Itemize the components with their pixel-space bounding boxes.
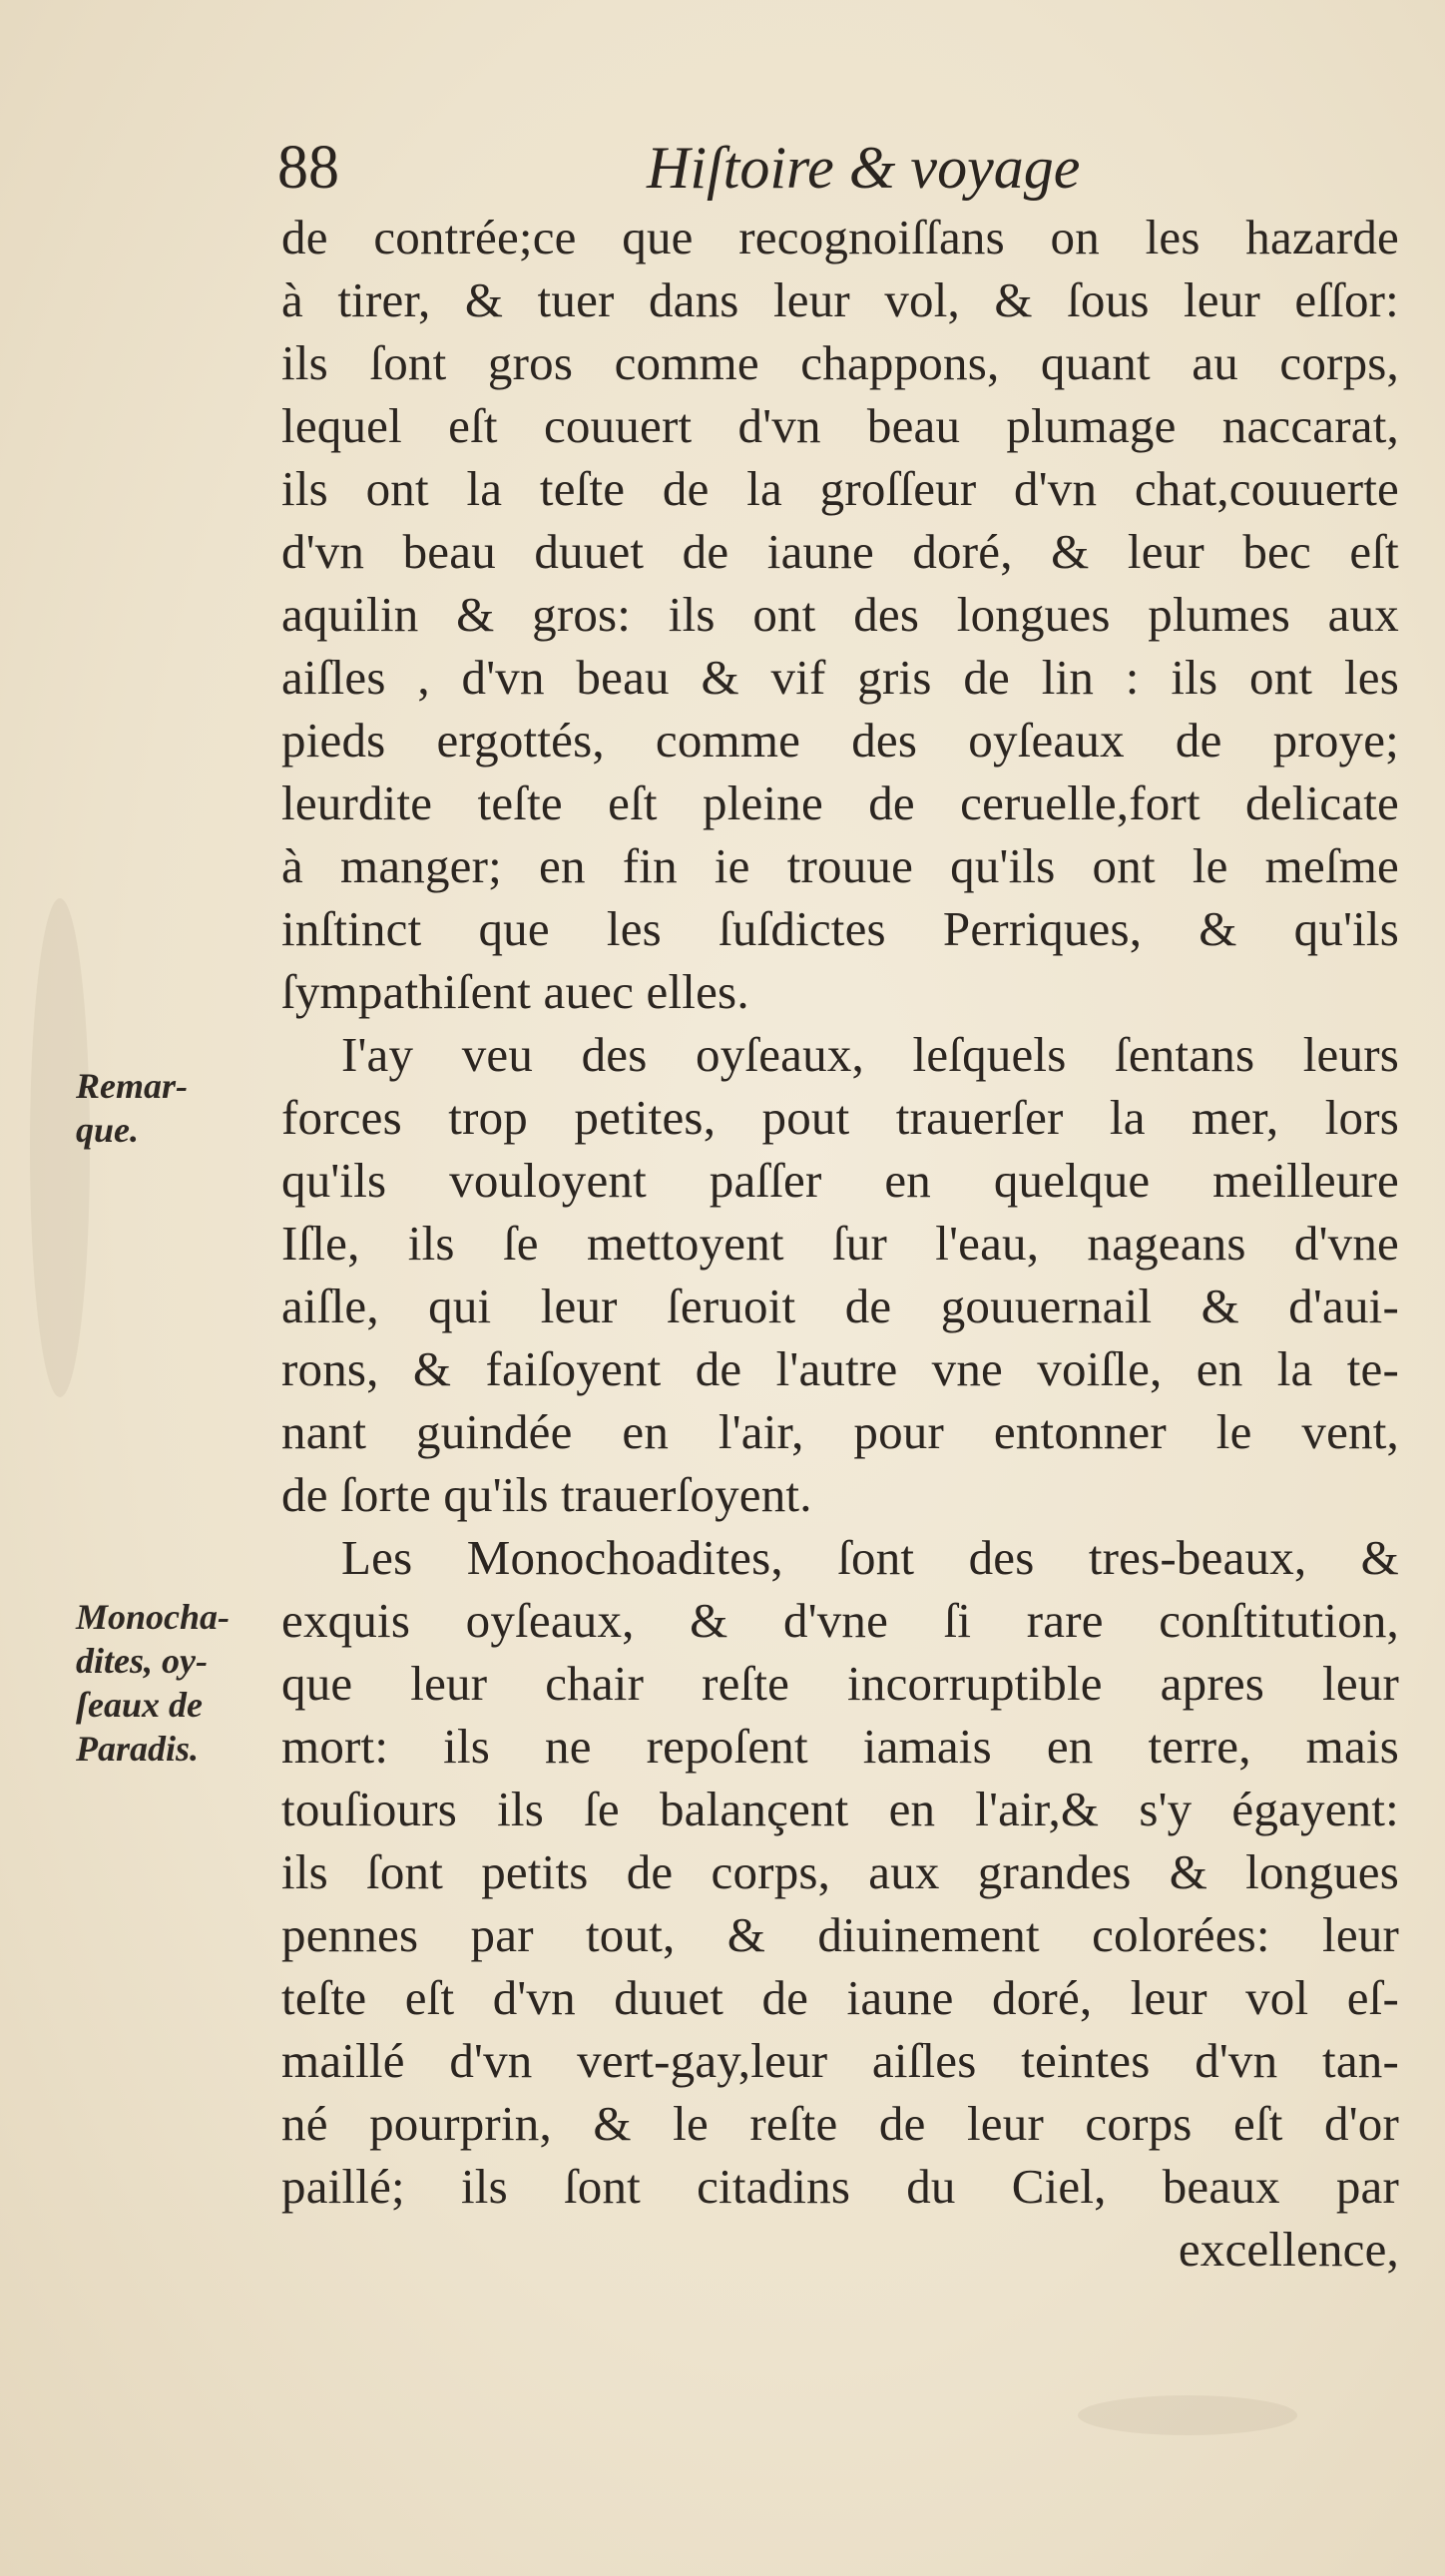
text-line: pennes par tout, & diuinement colorées: leur xyxy=(281,1907,1399,1962)
text-line: ils ſont gros comme chappons, quant au corps, xyxy=(281,335,1399,390)
text-line: ſympathiſent auec elles. xyxy=(281,964,749,1019)
margin-note-line: Monocha- xyxy=(76,1597,231,1637)
margin-note-line: dites, oy- xyxy=(76,1641,208,1681)
text-line: inſtinct que les ſuſdictes Perriques, & qu'ils xyxy=(281,901,1399,956)
text-line: à tirer, & tuer dans leur vol, & ſous leur eſſor: xyxy=(281,272,1399,327)
text-line: teſte eſt d'vn duuet de iaune doré, leur vol eſ- xyxy=(281,1970,1399,2025)
text-line: aiſles , d'vn beau & vif gris de lin : ils ont les xyxy=(281,650,1399,705)
text-line: Les Monochoadites, ſont des tres-beaux, & xyxy=(341,1530,1399,1585)
text-line: nant guindée en l'air, pour entonner le vent, xyxy=(281,1404,1399,1459)
text-line: leurdite teſte eſt pleine de ceruelle,fort delicate xyxy=(281,775,1399,830)
text-line: forces trop petites, pout trauerſer la mer, lors xyxy=(281,1090,1399,1145)
margin-note-line: que. xyxy=(76,1110,139,1150)
page-number: 88 xyxy=(277,134,339,202)
text-line: I'ay veu des oyſeaux, leſquels ſentans leurs xyxy=(341,1027,1399,1082)
text-line: ils ſont petits de corps, aux grandes & longues xyxy=(281,1844,1399,1899)
text-line: pieds ergottés, comme des oyſeaux de proye; xyxy=(281,713,1399,768)
running-title: Hiſtoire & voyage xyxy=(647,135,1081,201)
text-line: qu'ils vouloyent paſſer en quelque meilleure xyxy=(281,1153,1399,1208)
text-line: ils ont la teſte de la groſſeur d'vn chat,couuerte xyxy=(281,461,1399,516)
text-line: de contrée;ce que recognoiſſans on les hazarde xyxy=(281,210,1399,264)
margin-note-remarque xyxy=(76,1064,188,1152)
page-header xyxy=(277,128,1136,208)
text-line: paillé; ils ſont citadins du Ciel, beaux par xyxy=(281,2159,1399,2214)
margin-note-line: ſeaux de xyxy=(76,1685,203,1725)
text-line: mort: ils ne repoſent iamais en terre, mais xyxy=(281,1719,1399,1774)
text-line: touſiours ils ſe balançent en l'air,& s'y égayent: xyxy=(281,1782,1399,1836)
text-line: aiſle, qui leur ſeruoit de gouuernail & d'aui- xyxy=(281,1279,1399,1333)
margin-note-line: Paradis. xyxy=(76,1729,200,1769)
text-line: Iſle, ils ſe mettoyent ſur l'eau, nageans d'vne xyxy=(281,1216,1399,1271)
margin-note-monochoadites xyxy=(76,1595,230,1771)
catchword: excellence, xyxy=(1178,2222,1399,2277)
text-line: que leur chair reſte incorruptible apres leur xyxy=(281,1656,1399,1711)
body-text xyxy=(281,206,1399,2281)
text-line: d'vn beau duuet de iaune doré, & leur bec eſt xyxy=(281,524,1399,579)
text-line: de ſorte qu'ils trauerſoyent. xyxy=(281,1467,812,1522)
text-line: exquis oyſeaux, & d'vne ſi rare conſtitution, xyxy=(281,1593,1399,1648)
text-line: né pourprin, & le reſte de leur corps eſt d'or xyxy=(281,2096,1399,2151)
paper-stain xyxy=(1078,2395,1297,2435)
margin-note-line: Remar- xyxy=(76,1066,188,1106)
text-line: rons, & faiſoyent de l'autre vne voiſle, en la te- xyxy=(281,1341,1399,1396)
text-line: aquilin & gros: ils ont des longues plumes aux xyxy=(281,587,1399,642)
text-line: maillé d'vn vert-gay,leur aiſles teintes d'vn tan- xyxy=(281,2033,1399,2088)
text-line: lequel eſt couuert d'vn beau plumage naccarat, xyxy=(281,398,1399,453)
text-line: à manger; en fin ie trouue qu'ils ont le meſme xyxy=(281,838,1399,893)
